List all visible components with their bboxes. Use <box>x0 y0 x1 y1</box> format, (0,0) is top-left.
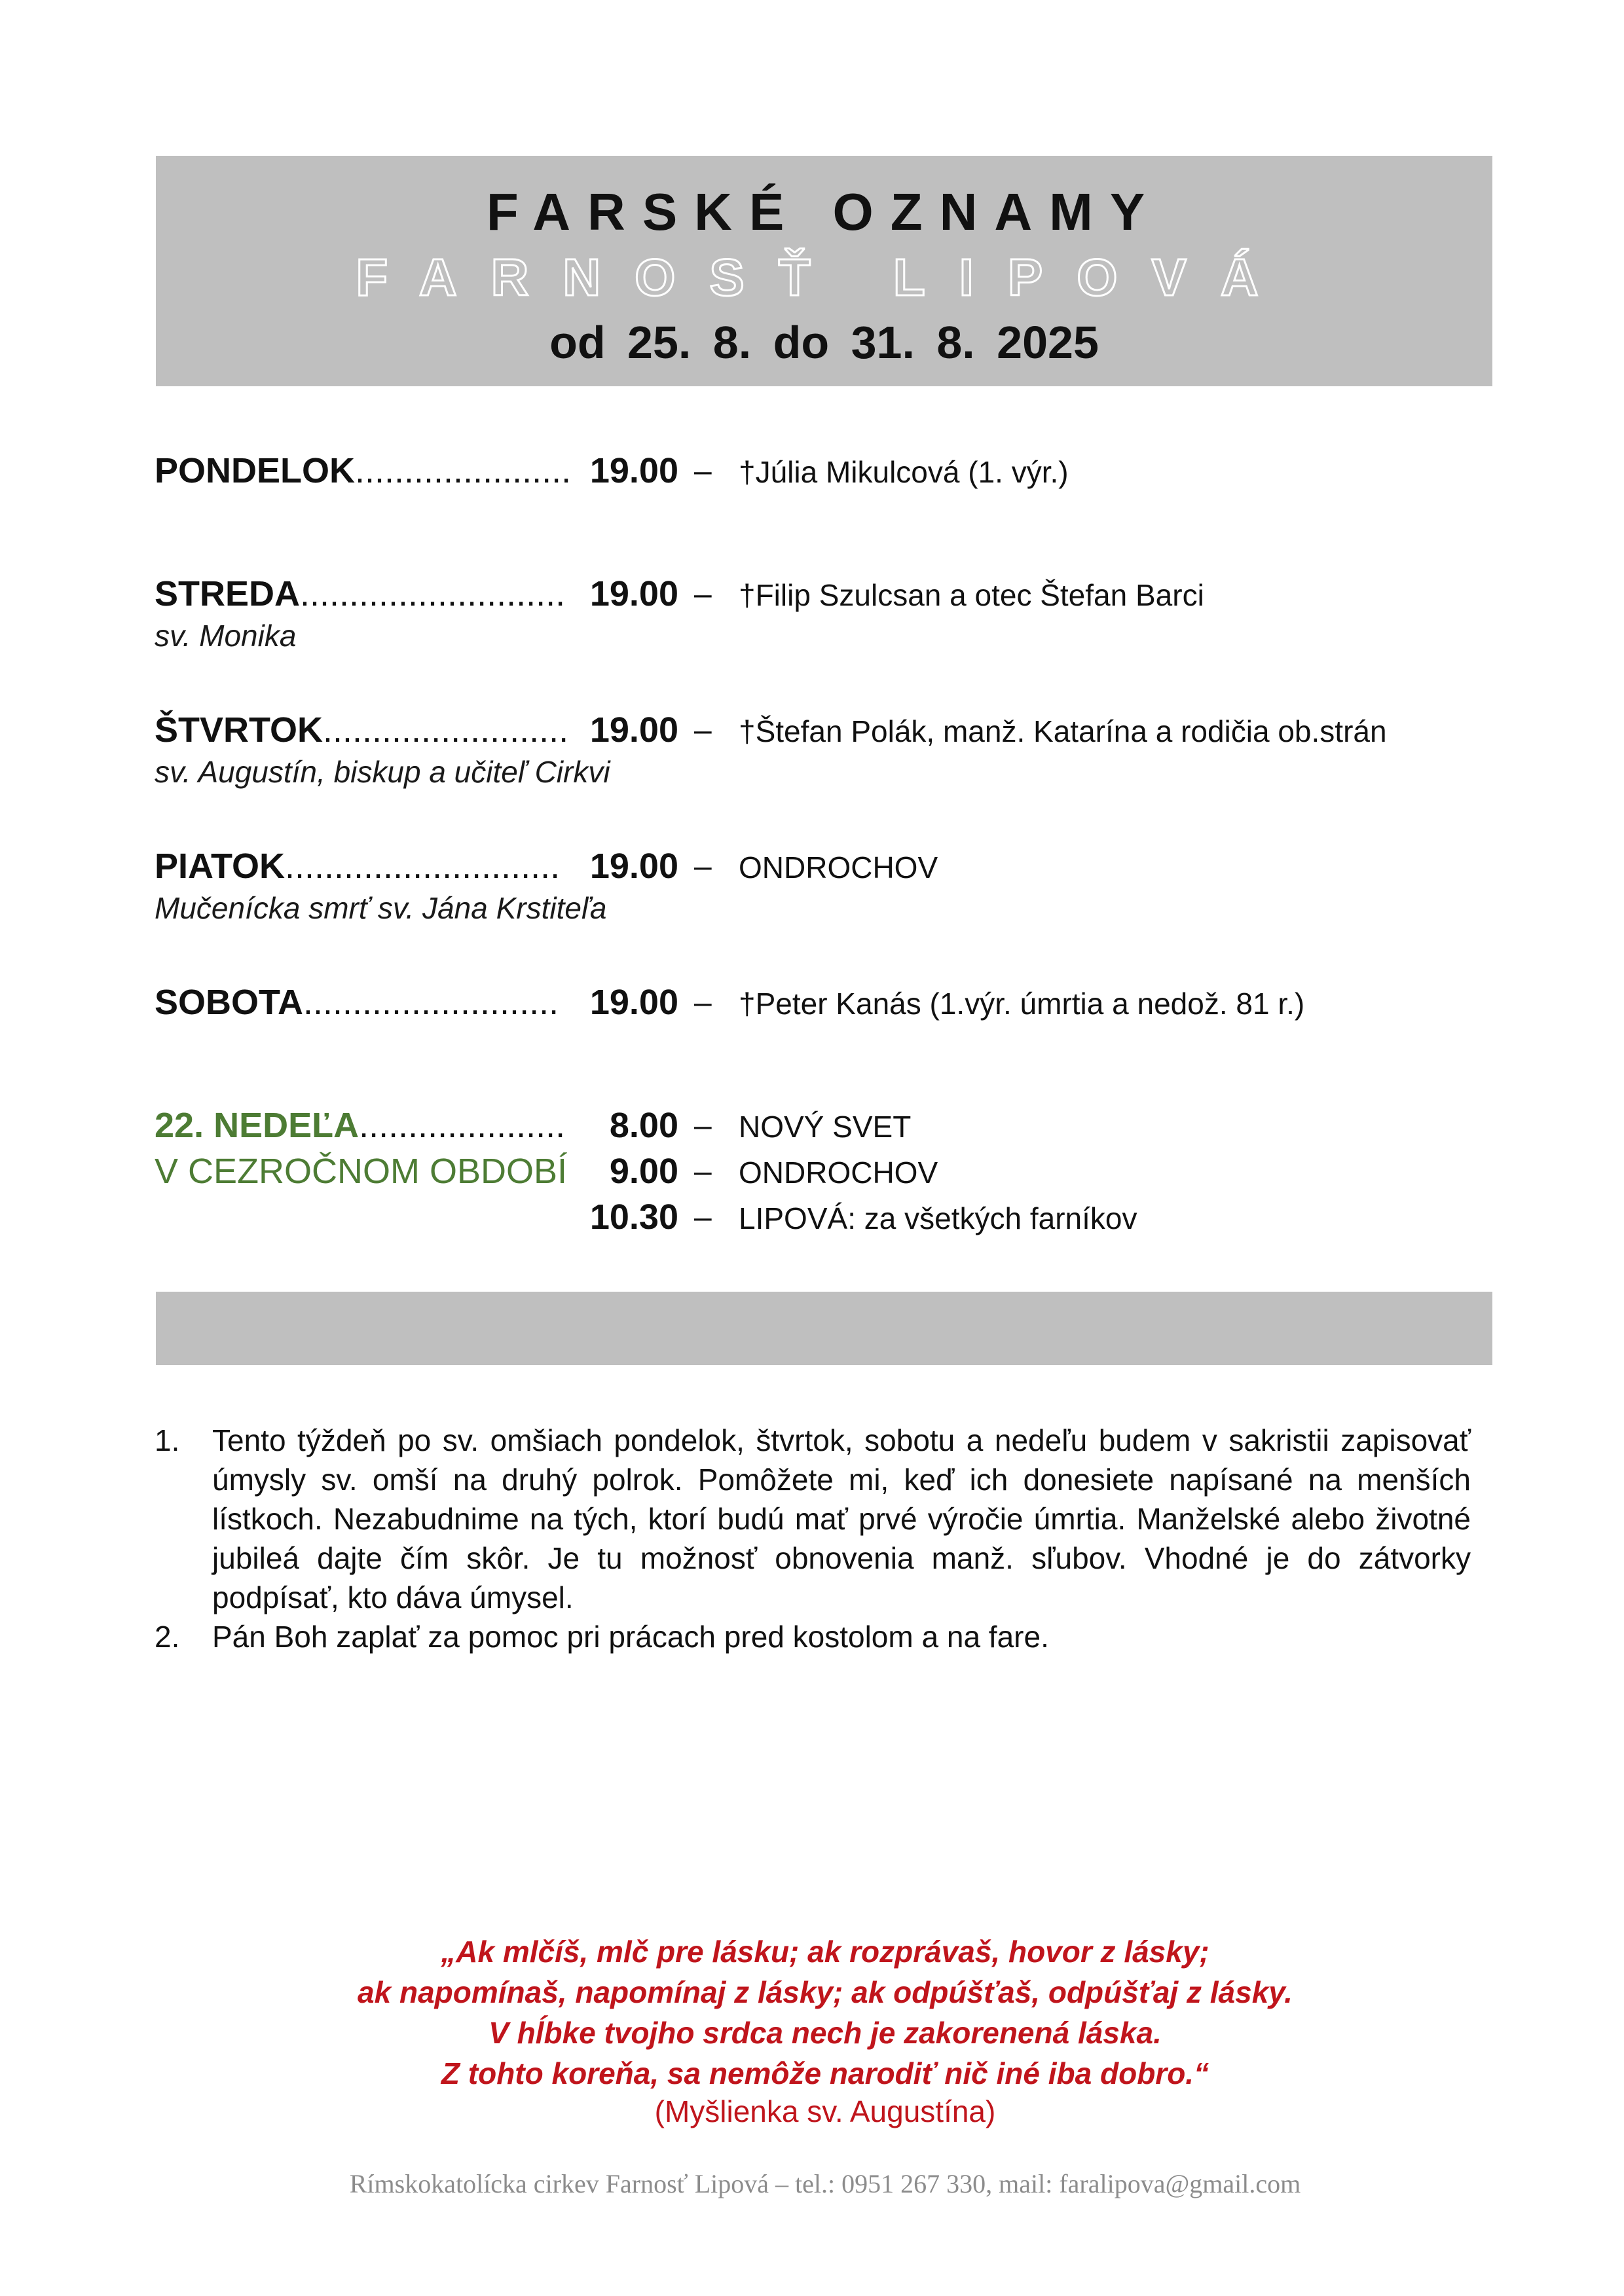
saint-of-day: Mučenícka smrť sv. Jána Krstiteľa <box>155 891 607 925</box>
day-name: SOBOTA <box>155 983 303 1022</box>
quote <box>157 1931 1493 2094</box>
mass-intention: ONDROCHOV <box>739 850 938 884</box>
announcements-list <box>155 1421 1471 1656</box>
mass-place: NOVÝ SVET <box>739 1110 912 1144</box>
mass-time: 19.00 <box>589 574 678 613</box>
quote-line: ak napomínaš, napomínaj z lásky; ak odpúšťaš, odpúšťaj z lásky. <box>358 1975 1293 2009</box>
list-item-text: Pán Boh zaplať za pomoc pri prácach pred kostolom a na fare. <box>212 1620 1049 1654</box>
day-name: STREDA <box>155 574 301 613</box>
header-box <box>156 156 1492 386</box>
mass-time: 19.00 <box>589 451 678 490</box>
quote-line: Z tohto koreňa, sa nemôže narodiť nič iné iba dobro.“ <box>441 2056 1209 2090</box>
mass-time: 8.00 <box>609 1106 678 1145</box>
footer-contact: Rímskokatolícka cirkev Farnosť Lipová – tel.: 0951 267 330, mail: faralipova@gmail.com <box>349 2169 1301 2198</box>
dash: – <box>694 577 712 611</box>
dot-leader: ........................... <box>300 574 566 613</box>
dot-leader: ............................ <box>285 847 561 886</box>
schedule-row-sunday <box>155 1105 1202 1157</box>
quote-line: V hĺbke tvojho srdca nech je zakorenená láska. <box>489 2016 1162 2050</box>
list-item-text: Tento týždeň po sv. omšiach pondelok, štvrtok, sobotu a nedeľu budem v sakristii zapisovať úmysly sv. omší na druhý polrok. Pomôžete mi, keď ich donesiete napísané na menších lístkoch. Nezabudnime na tých, ktorí budú mať prvé výročie úmrtia. Manželské alebo životné jubileá dajte čím skôr. Je tu možnosť obnovenia manž. sľubov. Vhodné je do zátvorky podpísať, kto dáva úmysel. <box>212 1423 1471 1614</box>
saint-of-day: sv. Augustín, biskup a učiteľ Cirkvi <box>155 755 610 789</box>
dot-leader: ..................... <box>359 1106 566 1145</box>
dash: – <box>694 1108 712 1143</box>
page-title: FARSKÉ OZNAMY <box>486 183 1162 241</box>
dash: – <box>694 849 712 884</box>
quote-line: „Ak mlčíš, mlč pre lásku; ak rozprávaš, hovor z lásky; <box>441 1935 1209 1969</box>
saint-of-day: sv. Monika <box>155 619 297 653</box>
mass-time: 19.00 <box>589 847 678 886</box>
mass-place: ONDROCHOV <box>739 1156 938 1190</box>
parish-name: FARNOSŤ LIPOVÁ <box>356 248 1293 306</box>
day-name: ŠTVRTOK <box>155 710 323 750</box>
date-range: od 25. 8. do 31. 8. 2025 <box>549 317 1099 368</box>
mass-place: LIPOVÁ: za všetkých farníkov <box>739 1201 1137 1235</box>
section-divider <box>156 1292 1492 1365</box>
dot-leader: ...................... <box>355 451 572 490</box>
day-name: PONDELOK <box>155 451 356 490</box>
mass-intention: †Peter Kanás (1.výr. úmrtia a nedož. 81 r.) <box>739 987 1305 1021</box>
dot-leader: .......................... <box>303 983 559 1022</box>
mass-intention: †Júlia Mikulcová (1. výr.) <box>739 455 1069 489</box>
mass-time: 19.00 <box>589 983 678 1022</box>
mass-time: 9.00 <box>609 1152 678 1191</box>
list-item <box>155 1617 1471 1656</box>
dash: – <box>694 1200 712 1235</box>
dash: – <box>694 1154 712 1189</box>
mass-intention: †Štefan Polák, manž. Katarína a rodičia ob.strán <box>739 714 1387 748</box>
liturgical-period: V CEZROČNOM OBDOBÍ <box>155 1152 568 1191</box>
list-item-number: 2. <box>155 1620 180 1654</box>
mass-time: 10.30 <box>589 1197 678 1237</box>
list-item-number: 1. <box>155 1423 180 1457</box>
mass-time: 19.00 <box>589 710 678 750</box>
dot-leader: ......................... <box>323 710 569 750</box>
day-name: PIATOK <box>155 847 286 886</box>
quote-source: (Myšlienka sv. Augustína) <box>654 2094 996 2128</box>
dash: – <box>694 985 712 1020</box>
list-item <box>155 1421 1471 1617</box>
dash: – <box>694 454 712 488</box>
day-name: 22. NEDEĽA <box>155 1106 360 1145</box>
mass-intention: †Filip Szulcsan a otec Štefan Barci <box>739 578 1204 612</box>
dash: – <box>694 713 712 748</box>
